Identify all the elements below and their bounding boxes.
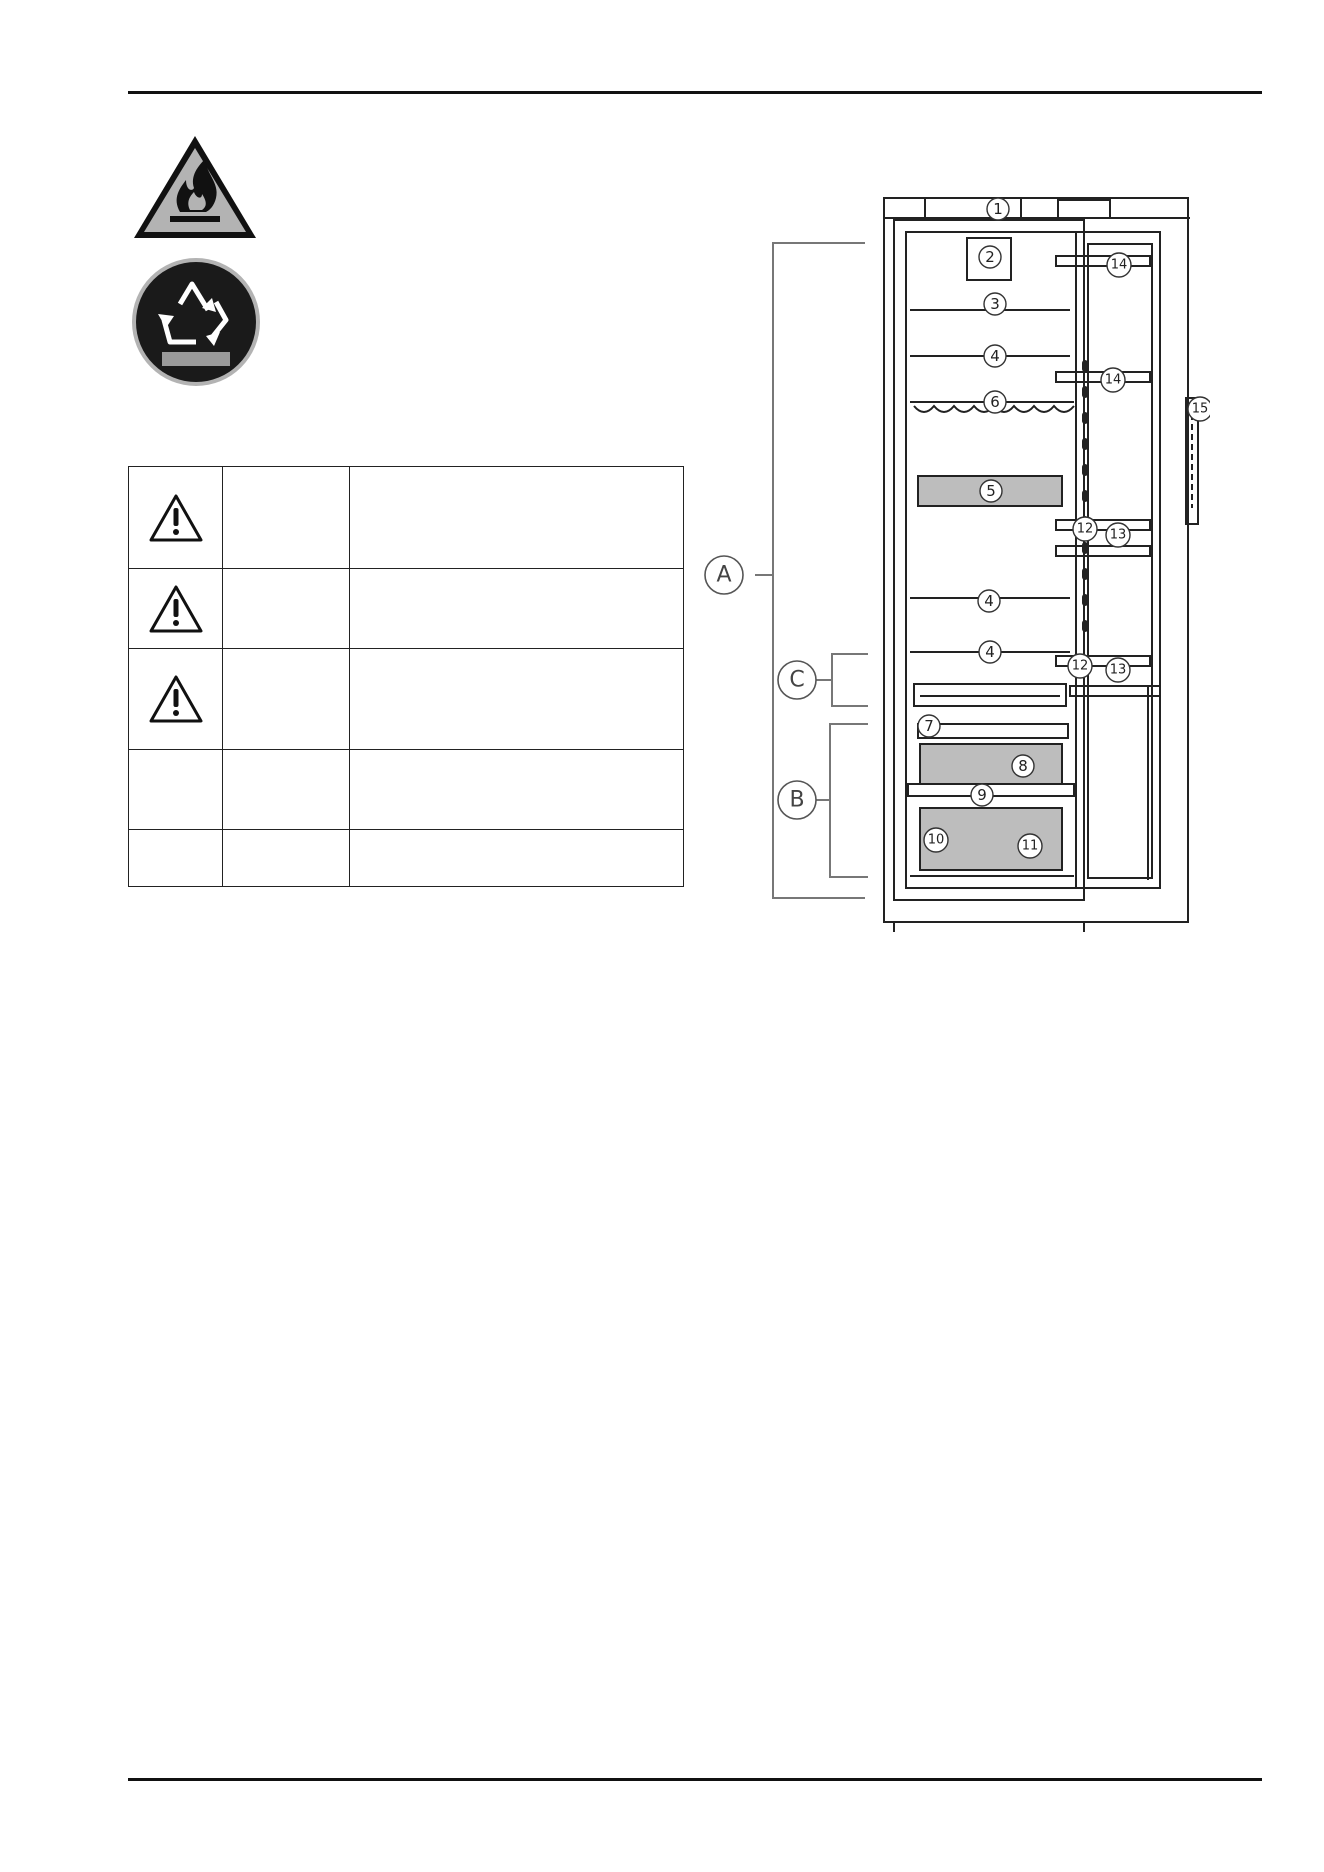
warning-triangle-icon [148, 493, 204, 543]
svg-text:9: 9 [977, 786, 987, 804]
table-cell-symbol [129, 569, 223, 649]
svg-text:A: A [716, 562, 732, 588]
svg-text:12: 12 [1071, 658, 1089, 674]
callout-13b [1106, 658, 1130, 682]
section-label-c [778, 661, 816, 699]
top-rule [128, 91, 1262, 94]
callout-4a [984, 345, 1006, 367]
callout-9 [971, 784, 993, 806]
callout-7 [918, 715, 940, 737]
callout-13a [1106, 523, 1130, 547]
callout-15 [1188, 397, 1210, 421]
svg-text:10: 10 [927, 832, 945, 848]
svg-text:C: C [789, 667, 805, 693]
recycling-icon [130, 256, 262, 388]
svg-text:2: 2 [985, 248, 995, 266]
table-row [129, 830, 684, 887]
svg-text:14: 14 [1104, 372, 1122, 388]
svg-text:6: 6 [990, 393, 1000, 411]
table-row [129, 467, 684, 569]
table-cell-description [350, 750, 684, 830]
callout-11 [1018, 834, 1042, 858]
callout-4b [978, 590, 1000, 612]
table-row [129, 750, 684, 830]
table-row [129, 649, 684, 750]
table-cell-description [350, 649, 684, 750]
svg-text:13: 13 [1109, 527, 1127, 543]
svg-text:8: 8 [1018, 757, 1028, 775]
table-cell-symbol [129, 830, 223, 887]
table-cell-term [223, 569, 350, 649]
flammable-material-icon [130, 132, 260, 242]
warning-triangle-icon [148, 674, 204, 724]
bottom-rule [128, 1778, 1262, 1781]
table-cell-description [350, 830, 684, 887]
warning-triangle-icon [148, 584, 204, 634]
svg-text:11: 11 [1021, 838, 1039, 854]
callout-3 [984, 293, 1006, 315]
table-cell-symbol [129, 467, 223, 569]
table-cell-symbol [129, 750, 223, 830]
svg-text:1: 1 [993, 200, 1003, 218]
svg-text:4: 4 [984, 592, 994, 610]
callout-2 [979, 246, 1001, 268]
table-cell-term [223, 467, 350, 569]
table-cell-term [223, 830, 350, 887]
svg-text:4: 4 [985, 643, 995, 661]
svg-text:3: 3 [990, 295, 1000, 313]
table-cell-term [223, 649, 350, 750]
table-cell-description [350, 467, 684, 569]
callout-4c [979, 641, 1001, 663]
callout-6 [984, 391, 1006, 413]
callout-12b [1068, 654, 1092, 678]
table-row [129, 569, 684, 649]
svg-text:4: 4 [990, 347, 1000, 365]
section-label-b [778, 781, 816, 819]
svg-text:7: 7 [924, 717, 934, 735]
callout-14a [1107, 253, 1131, 277]
svg-text:12: 12 [1076, 521, 1094, 537]
warning-table [128, 466, 684, 887]
svg-text:B: B [789, 787, 805, 813]
callout-12a [1073, 517, 1097, 541]
section-label-a [705, 556, 743, 594]
callout-10 [924, 828, 948, 852]
callout-8 [1012, 755, 1034, 777]
table-cell-symbol [129, 649, 223, 750]
section-labels [705, 556, 816, 819]
callout-14b [1101, 368, 1125, 392]
svg-text:13: 13 [1109, 662, 1127, 678]
svg-text:5: 5 [986, 482, 996, 500]
svg-text:14: 14 [1110, 257, 1128, 273]
table-cell-description [350, 569, 684, 649]
svg-text:15: 15 [1191, 401, 1209, 417]
callout-1 [987, 198, 1009, 220]
appliance-diagram [700, 190, 1210, 946]
callout-5 [980, 480, 1002, 502]
table-cell-term [223, 750, 350, 830]
